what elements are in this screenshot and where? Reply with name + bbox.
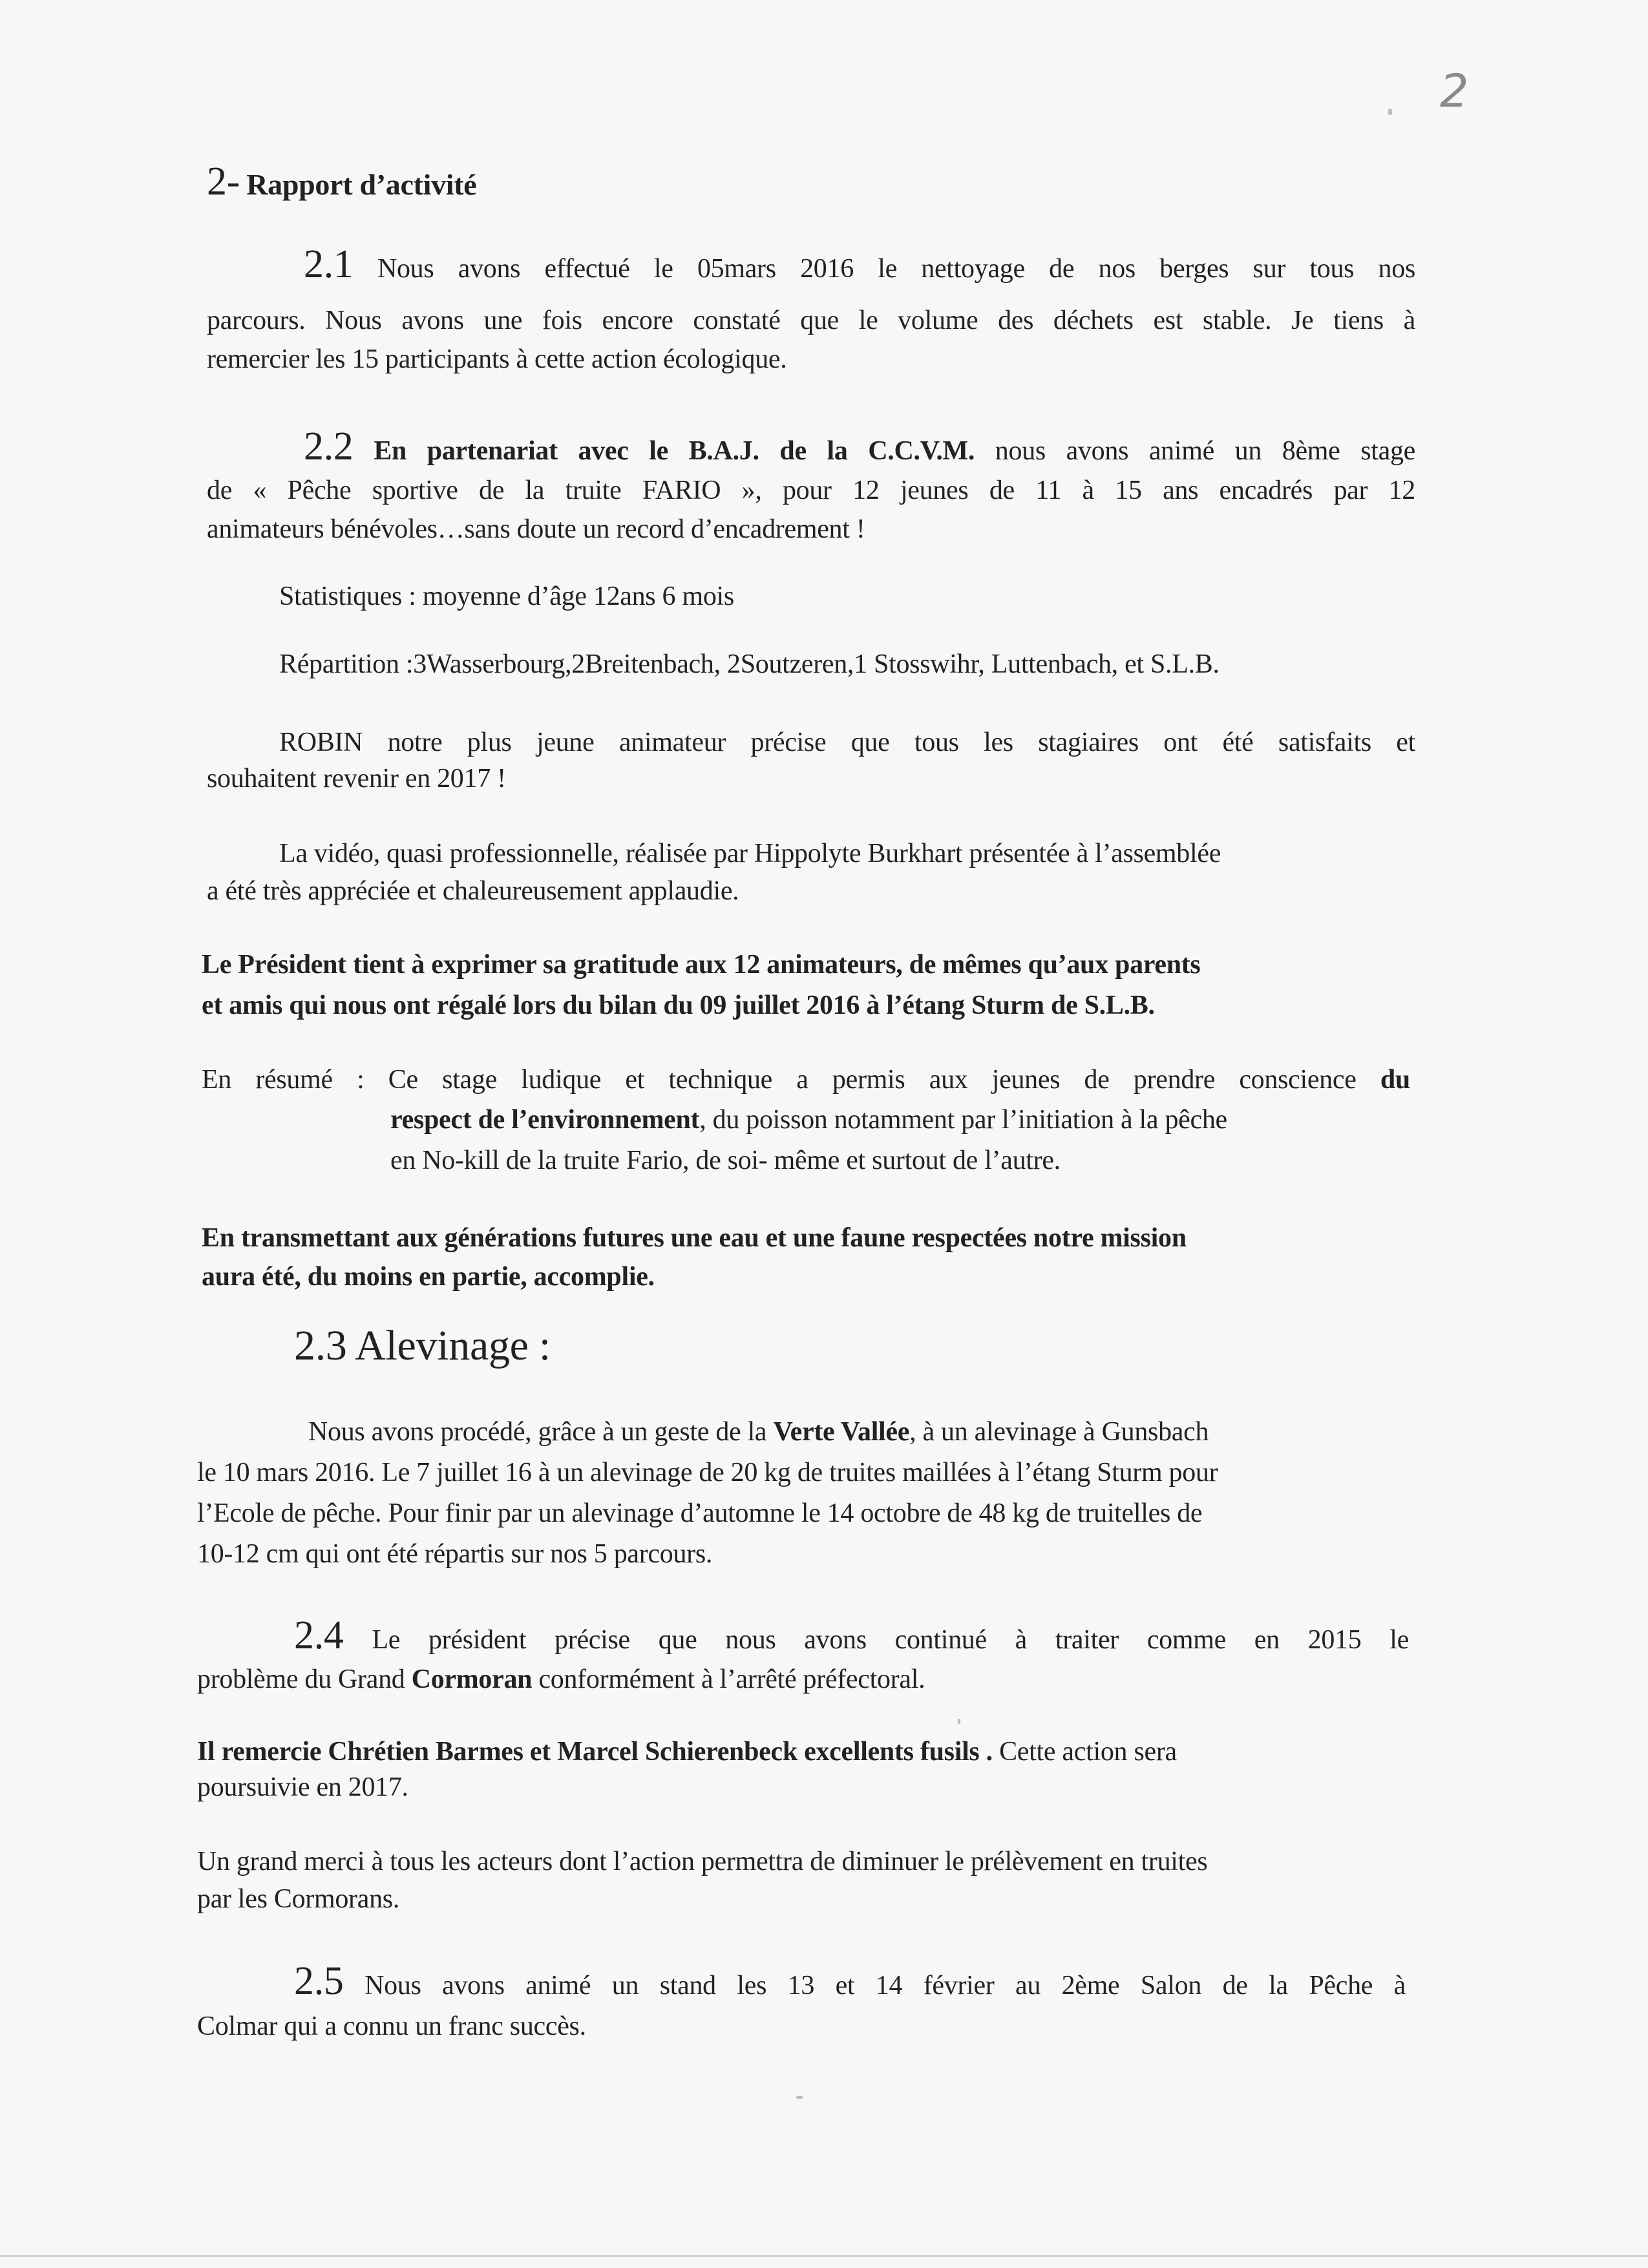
bold-text: Cormoran — [411, 1664, 533, 1694]
para-line: Colmar qui a connu un franc succès. — [197, 2011, 586, 2041]
scan-speck — [958, 1719, 960, 1724]
text: Le président précise que nous avons continué à traiter comme en 2015 le — [372, 1625, 1410, 1655]
para-line: poursuivie en 2017. — [197, 1772, 408, 1802]
para-line — [304, 426, 1415, 467]
para-line: 10-12 cm qui ont été répartis sur nos 5 parcours. — [197, 1539, 713, 1569]
resume-label: En résumé : — [202, 1065, 364, 1095]
handwritten-page-number: 2 — [1440, 65, 1469, 118]
para-line — [294, 1615, 1409, 1655]
text: nous avons animé un 8ème stage — [995, 436, 1415, 466]
para-line — [308, 1418, 1209, 1445]
resume-line — [202, 1066, 1410, 1093]
para-line: par les Cormorans. — [197, 1884, 400, 1914]
bold-text: du — [1380, 1065, 1410, 1095]
president-thanks-line: et amis qui nous ont régalé lors du bilan du 09 juillet 2016 à l’étang Sturm de S.L.B. — [202, 991, 1155, 1020]
partner-bold: En partenariat avec le B.A.J. de la C.C.V.M. — [374, 436, 975, 466]
para-line: le 10 mars 2016. Le 7 juillet 16 à un alevinage de 20 kg de truites maillées à l’étang Sturm pour — [197, 1458, 1218, 1487]
scan-speck — [1388, 109, 1392, 115]
para-line: animateurs bénévoles…sans doute un record d’encadrement ! — [207, 514, 865, 544]
text: Nous avons animé un stand les 13 et 14 février au 2ème Salon de la Pêche à — [364, 1971, 1406, 2000]
text: , à un alevinage à Gunsbach — [909, 1417, 1209, 1447]
para-line — [197, 1666, 925, 1693]
repartition-line: Répartition :3Wasserbourg,2Breitenbach, 2Soutzeren,1 Stosswihr, Luttenbach, et S.L.B. — [279, 649, 1220, 679]
para-line: La vidéo, quasi professionnelle, réalisée par Hippolyte Burkhart présentée à l’assemblée — [279, 839, 1221, 868]
text: Nous avons effectué le 05mars 2016 le nettoyage de nos berges sur tous nos — [377, 254, 1415, 284]
text: Nous avons procédé, grâce à un geste de la — [308, 1417, 767, 1447]
scan-speck — [796, 2096, 803, 2099]
section-number: 2- — [207, 160, 240, 204]
text: Cette action sera — [999, 1737, 1177, 1767]
item-number: 2.2 — [304, 425, 354, 468]
mission-line: En transmettant aux générations futures une eau et une faune respectées notre mission — [202, 1223, 1187, 1253]
text: problème du Grand — [197, 1664, 405, 1694]
para-line — [294, 1961, 1406, 2001]
para-line: Un grand merci à tous les acteurs dont l’action permettra de diminuer le prélèvement en truites — [197, 1847, 1208, 1876]
president-thanks-line: Le Président tient à exprimer sa gratitude aux 12 animateurs, de mêmes qu’aux parents — [202, 950, 1201, 980]
mission-line: aura été, du moins en partie, accomplie. — [202, 1262, 655, 1292]
para-line: ROBIN notre plus jeune animateur précise que tous les stagiaires ont été satisfaits et — [279, 728, 1415, 757]
alevinage-heading: 2.3 Alevinage : — [294, 1322, 551, 1369]
para-line: de « Pêche sportive de la truite FARIO », pour 12 jeunes de 11 à 15 ans encadrés par 12 — [207, 476, 1415, 505]
para-line: souhaitent revenir en 2017 ! — [207, 764, 506, 793]
bold-text: Verte Vallée — [773, 1417, 910, 1447]
item-number: 2.4 — [294, 1613, 344, 1657]
para-line: l’Ecole de pêche. Pour finir par un alevinage d’automne le 14 octobre de 48 kg de truitelles de — [197, 1498, 1203, 1528]
para-line: a été très appréciée et chaleureusement applaudie. — [207, 876, 739, 906]
text: , du poisson notamment par l’initiation à la pêche — [699, 1105, 1227, 1135]
resume-line — [390, 1106, 1227, 1133]
resume-line: en No-kill de la truite Fario, de soi- même et surtout de l’autre. — [390, 1146, 1061, 1175]
text: Ce stage ludique et technique a permis aux jeunes de prendre conscience — [388, 1065, 1357, 1095]
para-line — [304, 244, 1415, 284]
para-line — [197, 1738, 1177, 1765]
bold-text: respect de l’environnement — [390, 1105, 700, 1135]
para-line: parcours. Nous avons une fois encore constaté que le volume des déchets est stable. Je tiens à — [207, 306, 1415, 335]
bold-text: Il remercie Chrétien Barmes et Marcel Schierenbeck excellents fusils . — [197, 1737, 993, 1767]
item-number: 2.1 — [304, 242, 354, 286]
stats-line: Statistiques : moyenne d’âge 12ans 6 mois — [279, 582, 734, 611]
para-line: remercier les 15 participants à cette action écologique. — [207, 344, 787, 374]
item-number: 2.5 — [294, 1959, 344, 2003]
section-heading — [207, 162, 476, 202]
section-title: Rapport d’activité — [246, 168, 477, 201]
text: conformément à l’arrêté préfectoral. — [538, 1664, 925, 1694]
scan-edge — [0, 2255, 1648, 2257]
